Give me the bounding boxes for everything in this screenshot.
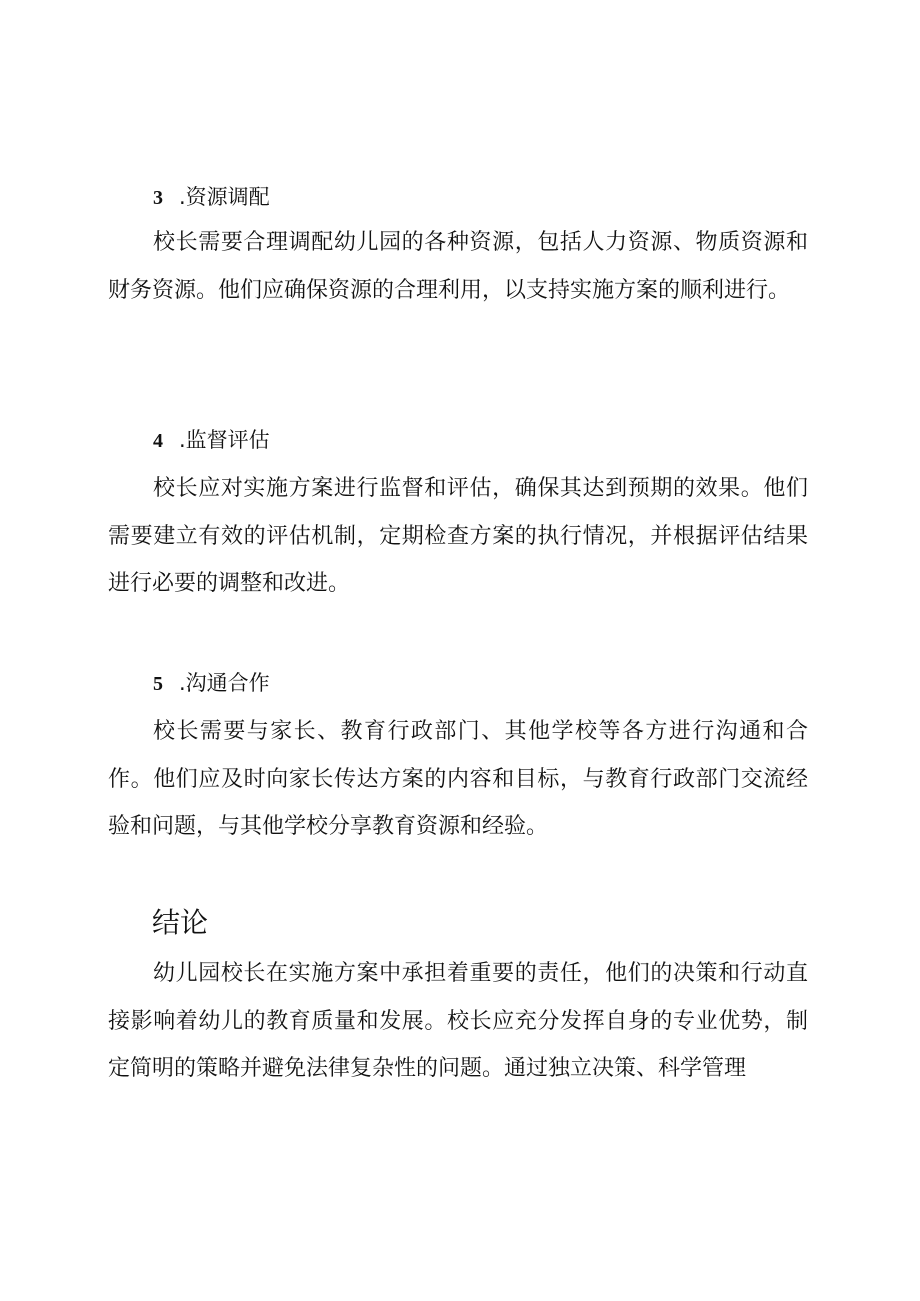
section-paragraph: 校长需要合理调配幼儿园的各种资源，包括人力资源、物质资源和财务资源。他们应确保资源的合理利用，以支持实施方案的顺利进行。 [108, 230, 808, 303]
section-paragraph: 校长应对实施方案进行监督和评估，确保其达到预期的效果。他们需要建立有效的评估机制，定期检查方案的执行情况，并根据评估结果进行必要的调整和改进。 [108, 476, 808, 596]
section-title: .监督评估 [179, 428, 270, 452]
section-number: 3 [153, 187, 163, 209]
section-title: .沟通合作 [179, 671, 270, 695]
section-title: .资源调配 [179, 185, 270, 209]
section-heading [153, 425, 270, 455]
section-number: 5 [153, 673, 163, 695]
conclusion-title: 结论 [152, 906, 209, 939]
conclusion-paragraph: 幼儿园校长在实施方案中承担着重要的责任，他们的决策和行动直接影响着幼儿的教育质量和发展。校长应充分发挥自身的专业优势，制定简明的策略并避免法律复杂性的问题。通过独立决策、科学管理 [108, 961, 808, 1081]
section-heading [153, 182, 270, 212]
section-heading [153, 668, 270, 698]
section-paragraph: 校长需要与家长、教育行政部门、其他学校等各方进行沟通和合作。他们应及时向家长传达方案的内容和目标，与教育行政部门交流经验和问题，与其他学校分享教育资源和经验。 [108, 719, 808, 839]
section-number: 4 [153, 430, 163, 452]
